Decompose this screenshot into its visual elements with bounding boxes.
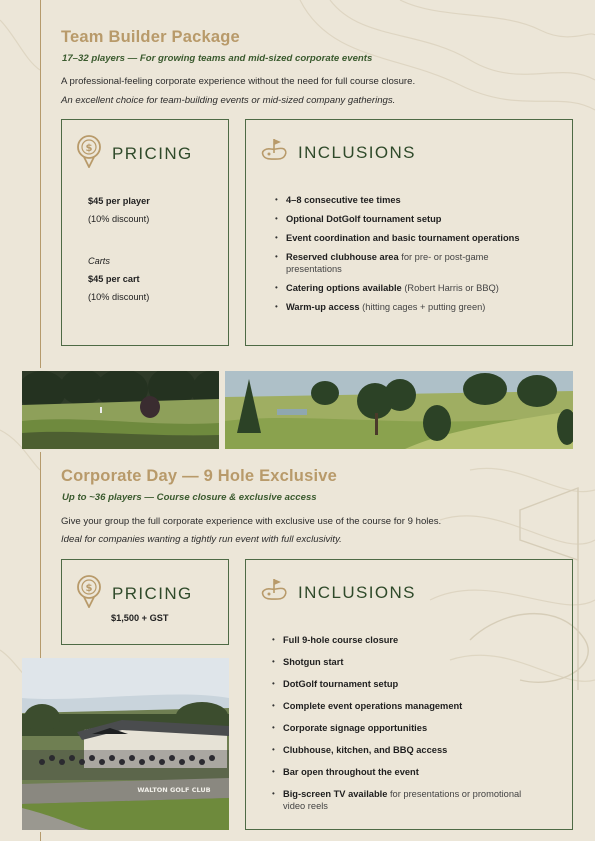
team-builder-intro-1: A professional-feeling corporate experience without the need for full course closure. — [61, 76, 416, 87]
inclusion-item-detail: (Robert Harris or BBQ) — [401, 283, 499, 293]
walton-golf-club-sign: WALTON GOLF CLUB — [137, 786, 211, 794]
corporate-day-intro-1: Give your group the full corporate experience with exclusive use of the course for 9 holes. — [61, 516, 442, 527]
svg-text:$: $ — [85, 143, 93, 154]
inclusion-item-bold: Reserved clubhouse area — [286, 252, 399, 262]
team-builder-inclusions-list — [275, 194, 545, 320]
team-builder-inclusions-box — [245, 119, 573, 346]
corporate-day-intro-2: Ideal for companies wanting a tightly run event with full exclusivity. — [61, 534, 342, 545]
inclusions-heading: INCLUSIONS — [298, 582, 416, 602]
inclusions-heading: INCLUSIONS — [298, 142, 416, 162]
inclusion-item-detail: (hitting cages + putting green) — [359, 302, 486, 312]
inclusion-item-bold: Full 9-hole course closure — [283, 635, 399, 645]
team-builder-title: Team Builder Package — [61, 28, 240, 46]
golf-green-flag-icon — [260, 577, 288, 608]
left-rule-middle — [40, 452, 41, 658]
svg-text:$: $ — [85, 583, 93, 594]
inclusion-item-bold: DotGolf tournament setup — [283, 679, 399, 689]
inclusion-item — [275, 251, 545, 275]
player-discount: (10% discount) — [88, 214, 150, 224]
corporate-day-pricing-box — [61, 559, 229, 645]
inclusion-item — [275, 301, 545, 313]
inclusion-item — [272, 700, 532, 712]
inclusion-item-bold: Big-screen TV available — [283, 789, 388, 799]
cart-discount: (10% discount) — [88, 292, 150, 302]
golf-course-photo-right — [225, 371, 573, 449]
team-builder-subtitle: 17–32 players — For growing teams and mid-sized corporate events — [62, 53, 373, 64]
inclusion-item — [272, 788, 532, 812]
player-price: $45 per player — [88, 196, 150, 206]
inclusion-item-bold: Warm-up access — [286, 302, 360, 312]
corporate-day-inclusions-list — [272, 634, 532, 822]
pricing-heading: PRICING — [112, 583, 193, 603]
group-photo-clubhouse — [22, 658, 229, 830]
inclusion-item-bold: Complete event operations management — [283, 701, 463, 711]
inclusion-item-bold: Clubhouse, kitchen, and BBQ access — [283, 745, 448, 755]
inclusion-item-bold: Shotgun start — [283, 657, 344, 667]
inclusion-item — [272, 678, 532, 690]
inclusion-item — [272, 766, 532, 778]
inclusion-item-bold: 4–8 consecutive tee times — [286, 195, 401, 205]
cart-price: $45 per cart — [88, 274, 140, 284]
pricing-heading: PRICING — [112, 143, 193, 163]
inclusion-item-detail: for pre- or post-game presentations — [286, 252, 489, 274]
inclusion-item — [272, 656, 532, 668]
price-pin-icon — [76, 134, 102, 173]
corporate-day-subtitle: Up to ~36 players — Course closure & exclusive access — [62, 492, 317, 503]
corporate-day-inclusions-box — [245, 559, 573, 830]
price-pin-icon — [76, 574, 102, 613]
inclusion-item-bold: Event coordination and basic tournament operations — [286, 233, 520, 243]
inclusion-item-detail: for presentations or promotional video reels — [283, 789, 522, 811]
golf-course-photo-left — [22, 371, 219, 449]
inclusion-item-bold: Optional DotGolf tournament setup — [286, 214, 442, 224]
team-builder-pricing-box — [61, 119, 229, 346]
inclusion-item-bold: Bar open throughout the event — [283, 767, 419, 777]
inclusion-item — [272, 634, 532, 646]
left-rule-bottom — [40, 832, 41, 841]
inclusion-item — [272, 744, 532, 756]
golf-green-flag-icon — [260, 137, 288, 168]
corporate-day-price: $1,500 + GST — [111, 613, 169, 623]
inclusion-item-bold: Corporate signage opportunities — [283, 723, 428, 733]
inclusion-item-bold: Catering options available — [286, 283, 402, 293]
inclusion-item — [275, 213, 545, 225]
carts-label: Carts — [88, 256, 110, 266]
inclusion-item — [275, 282, 545, 294]
left-rule-top — [40, 0, 41, 368]
corporate-day-title: Corporate Day — 9 Hole Exclusive — [61, 467, 337, 485]
inclusion-item — [272, 722, 532, 734]
inclusion-item — [275, 232, 545, 244]
inclusion-item — [275, 194, 545, 206]
team-builder-intro-2: An excellent choice for team-building events or mid-sized company gatherings. — [61, 95, 396, 106]
